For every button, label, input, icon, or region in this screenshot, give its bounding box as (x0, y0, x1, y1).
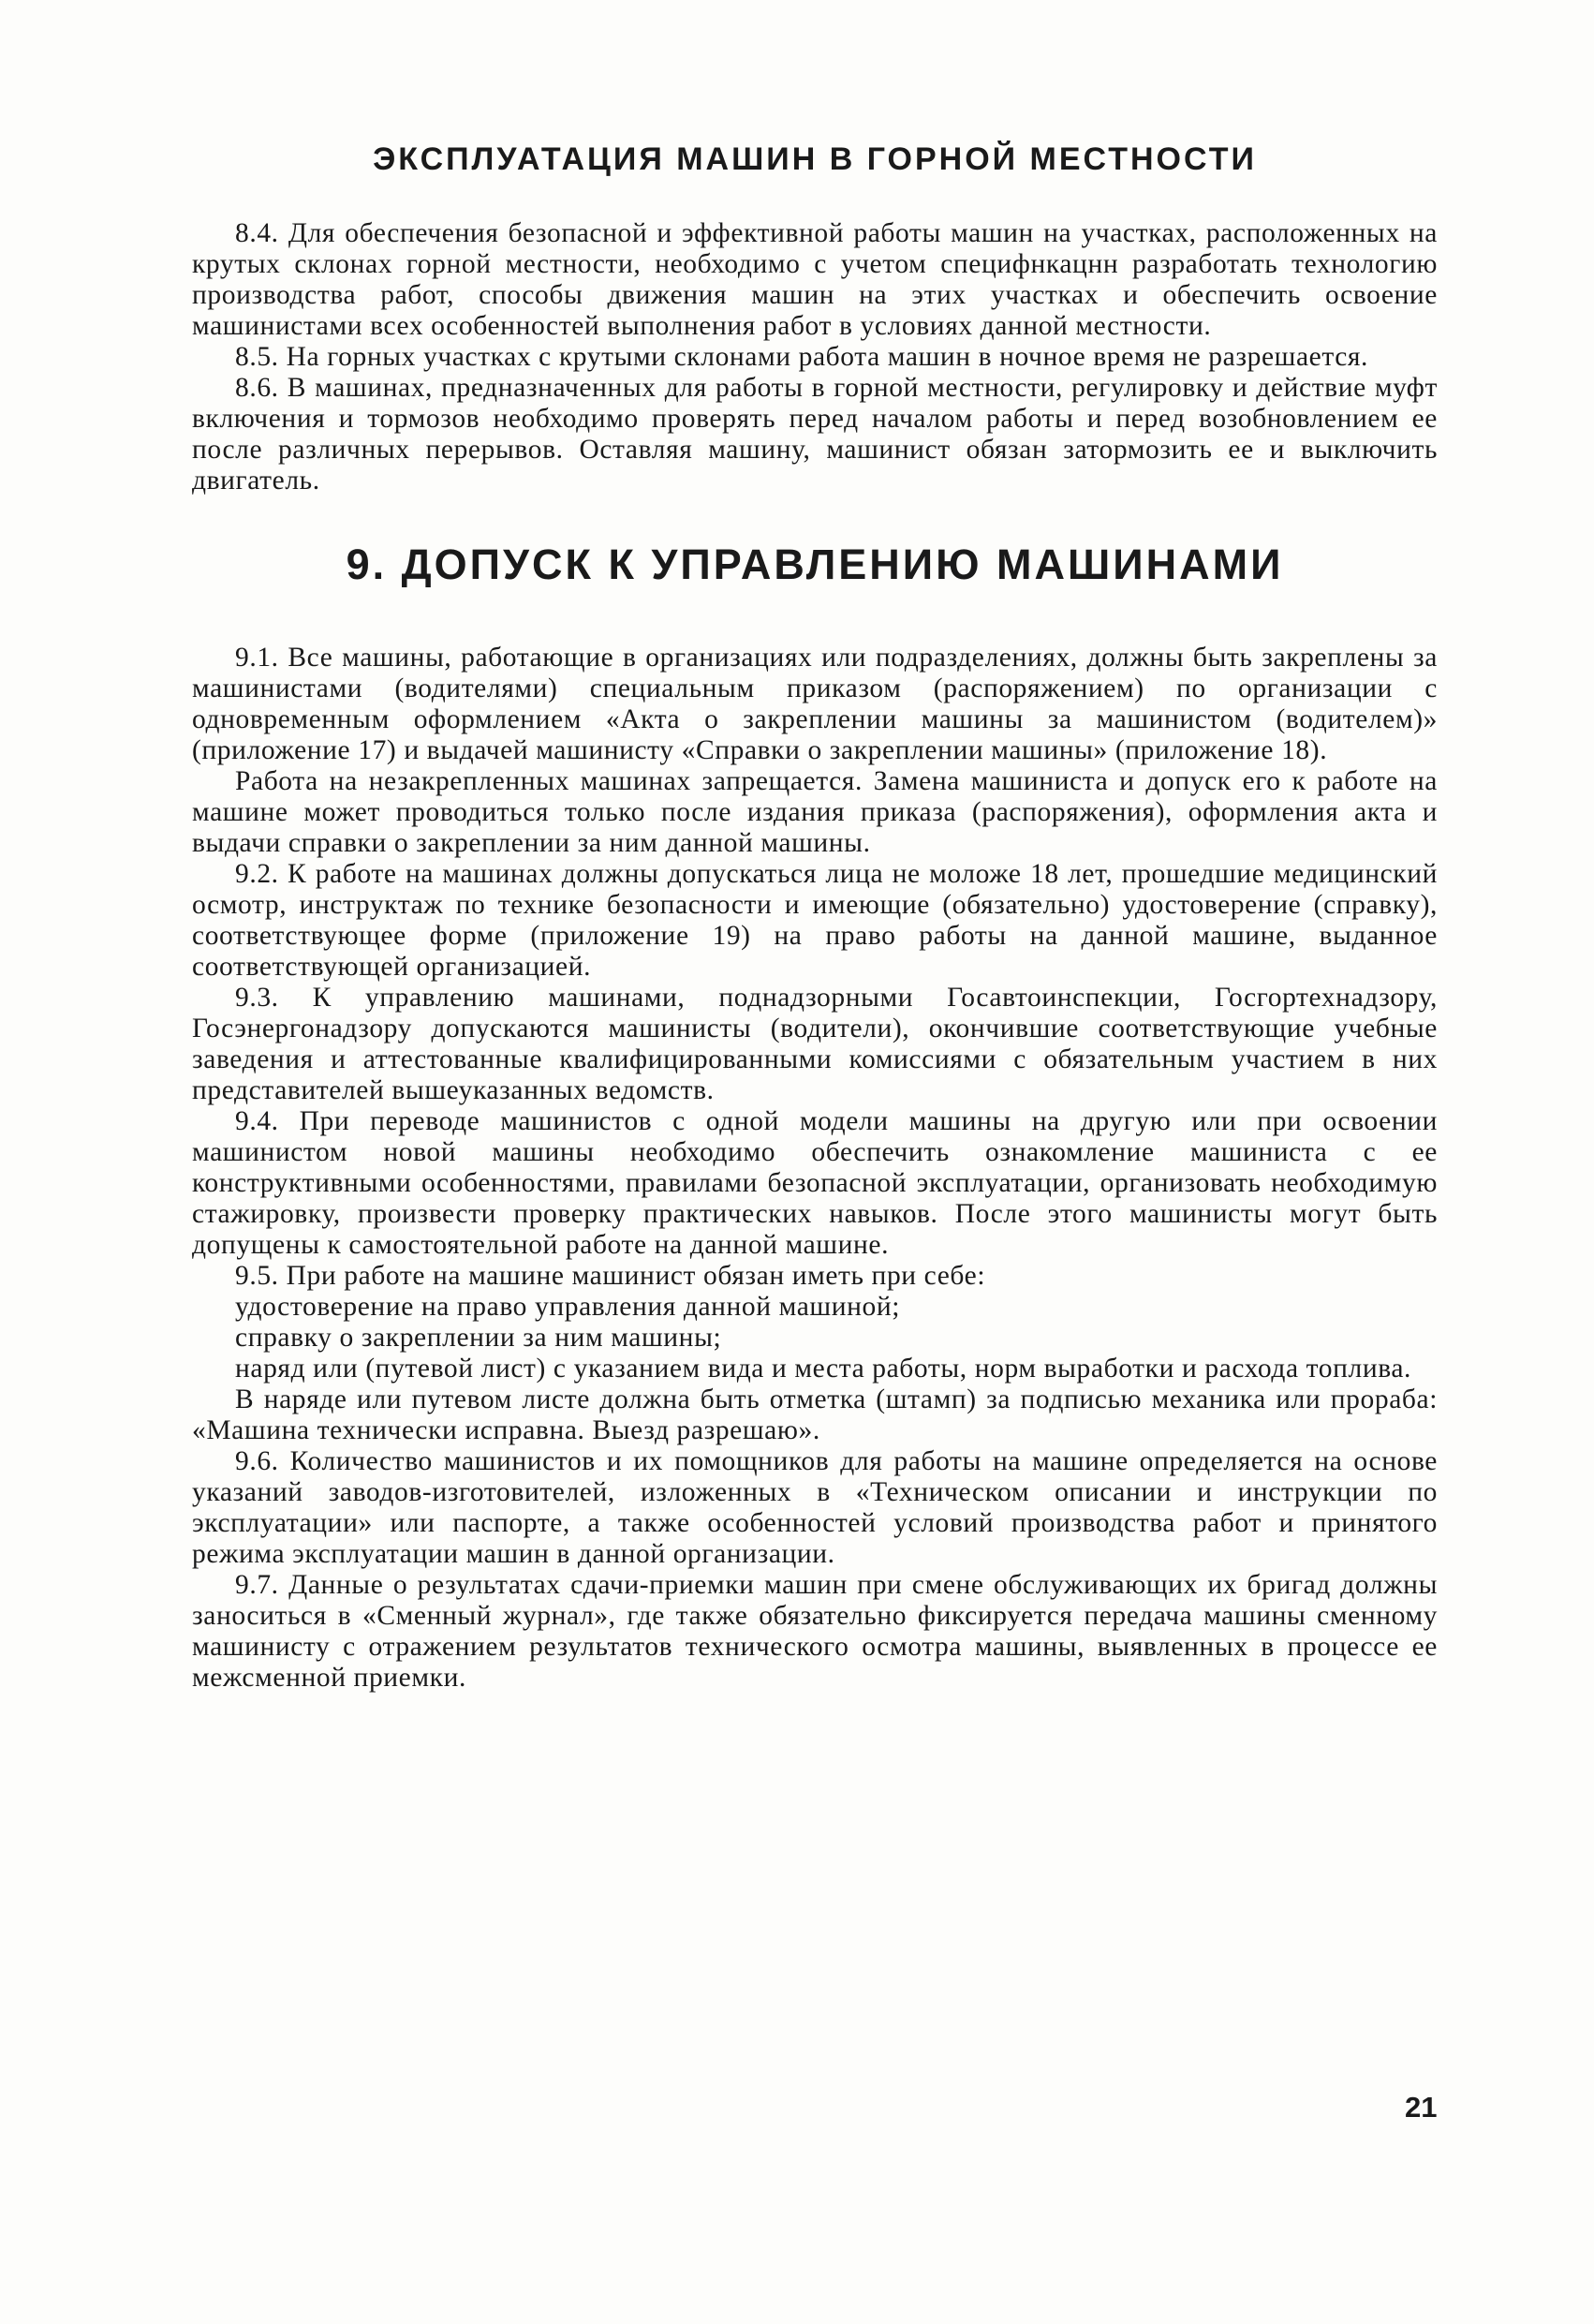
list-item-certificate: удостоверение на право управления данной машиной; (235, 1291, 901, 1322)
paragraph-8-4: 8.4. Для обеспечения безопасной и эффективной работы машин на участках, расположенных на крутых склонах горной местности, необходимо с учетом специфнкацнн разработать технологию производства работ, способы движения машин на этих участках и обеспечить освоение машинистами всех особенностей выполнения работ в условиях данной местности. (192, 217, 1438, 341)
paragraph-9-6: 9.6. Количество машинистов и их помощников для работы на машине определяется на основе указаний заводов-изготовителей, изложенных в «Техническом описании и инструкции по эксплуатации» или паспорте, а также особенностей условий производства работ и принятого режима эксплуатации машин в данной организации. (192, 1445, 1438, 1569)
paragraph-8-6: 8.6. В машинах, предназначенных для работы в горной местности, регулировку и действие муфт включения и тормозов необходимо проверять перед началом работы и перед возобновлением ее после различных перерывов. Оставляя машину, машинист обязан затормозить ее и выключить двигатель. (192, 372, 1438, 496)
paragraph-work-order-stamp: В наряде или путевом листе должна быть отметка (штамп) за подписью механика или прораба: «Машина технически исправна. Выезд разрешаю». (192, 1384, 1438, 1445)
paragraph-9-5: 9.5. При работе на машине машинист обязан иметь при себе: (235, 1260, 986, 1291)
paragraph-9-3: 9.3. К управлению машинами, поднадзорными Госавтоинспекции, Госгортехнадзору, Госэнергонадзору допускаются машинисты (водители), окончившие соответствующие учебные заведения и аттестованные квалифицированными комиссиями с обязательным участием в них представителей вышеуказанных ведомств. (192, 982, 1438, 1105)
page-number: 21 (1405, 2091, 1438, 2124)
page-content (192, 141, 1438, 1694)
paragraph-9-4: 9.4. При переводе машинистов с одной модели машины на другую или при освоении машинистом новой машины необходимо обеспечить ознакомление машиниста с ее конструктивными особенностями, правилами безопасной эксплуатации, организовать необходимую стажировку, произвести проверку практических навыков. После этого машинисты могут быть допущены к самостоятельной работе на данной машине. (192, 1105, 1438, 1260)
list-item-assignment-reference: справку о закреплении за ним машины; (235, 1322, 722, 1353)
section-9-heading: 9. ДОПУСК К УПРАВЛЕНИЮ МАШИНАМИ (346, 540, 1284, 588)
paragraph-9-2: 9.2. К работе на машинах должны допускаться лица не моложе 18 лет, прошедшие медицинский осмотр, инструктаж по технике безопасности и имеющие (обязательно) удостоверение (справку), соответствующее форме (приложение 19) на право работы на данной машине, выданное соответствующей организацией. (192, 858, 1438, 982)
paragraph-8-5: 8.5. На горных участках с крутыми склонами работа машин в ночное время не разрешается. (235, 341, 1369, 372)
list-item-work-order: наряд или (путевой лист) с указанием вида и места работы, норм выработки и расхода топлива. (235, 1353, 1412, 1384)
paragraph-9-1-continued: Работа на незакрепленных машинах запрещается. Замена машиниста и допуск его к работе на машине может проводиться только после издания приказа (распоряжения), оформления акта и выдачи справки о закреплении за ним данной машины. (192, 765, 1438, 858)
paragraph-9-7: 9.7. Данные о результатах сдачи-приемки машин при смене обслуживающих их бригад должны заноситься в «Сменный журнал», где также обязательно фиксируется передача машины сменному машинисту с отражением результатов технического осмотра машины, выявленных в процессе ее межсменной приемки. (192, 1569, 1438, 1693)
subsection-heading: ЭКСПЛУАТАЦИЯ МАШИН В ГОРНОЙ МЕСТНОСТИ (373, 141, 1257, 177)
paragraph-9-1: 9.1. Все машины, работающие в организациях или подразделениях, должны быть закреплены за машинистами (водителями) специальным приказом (распоряжением) по организации с одновременным оформлением «Акта о закреплении машины за машинистом (водителем)» (приложение 17) и выдачей машинисту «Справки о закреплении машины» (приложение 18). (192, 642, 1438, 765)
